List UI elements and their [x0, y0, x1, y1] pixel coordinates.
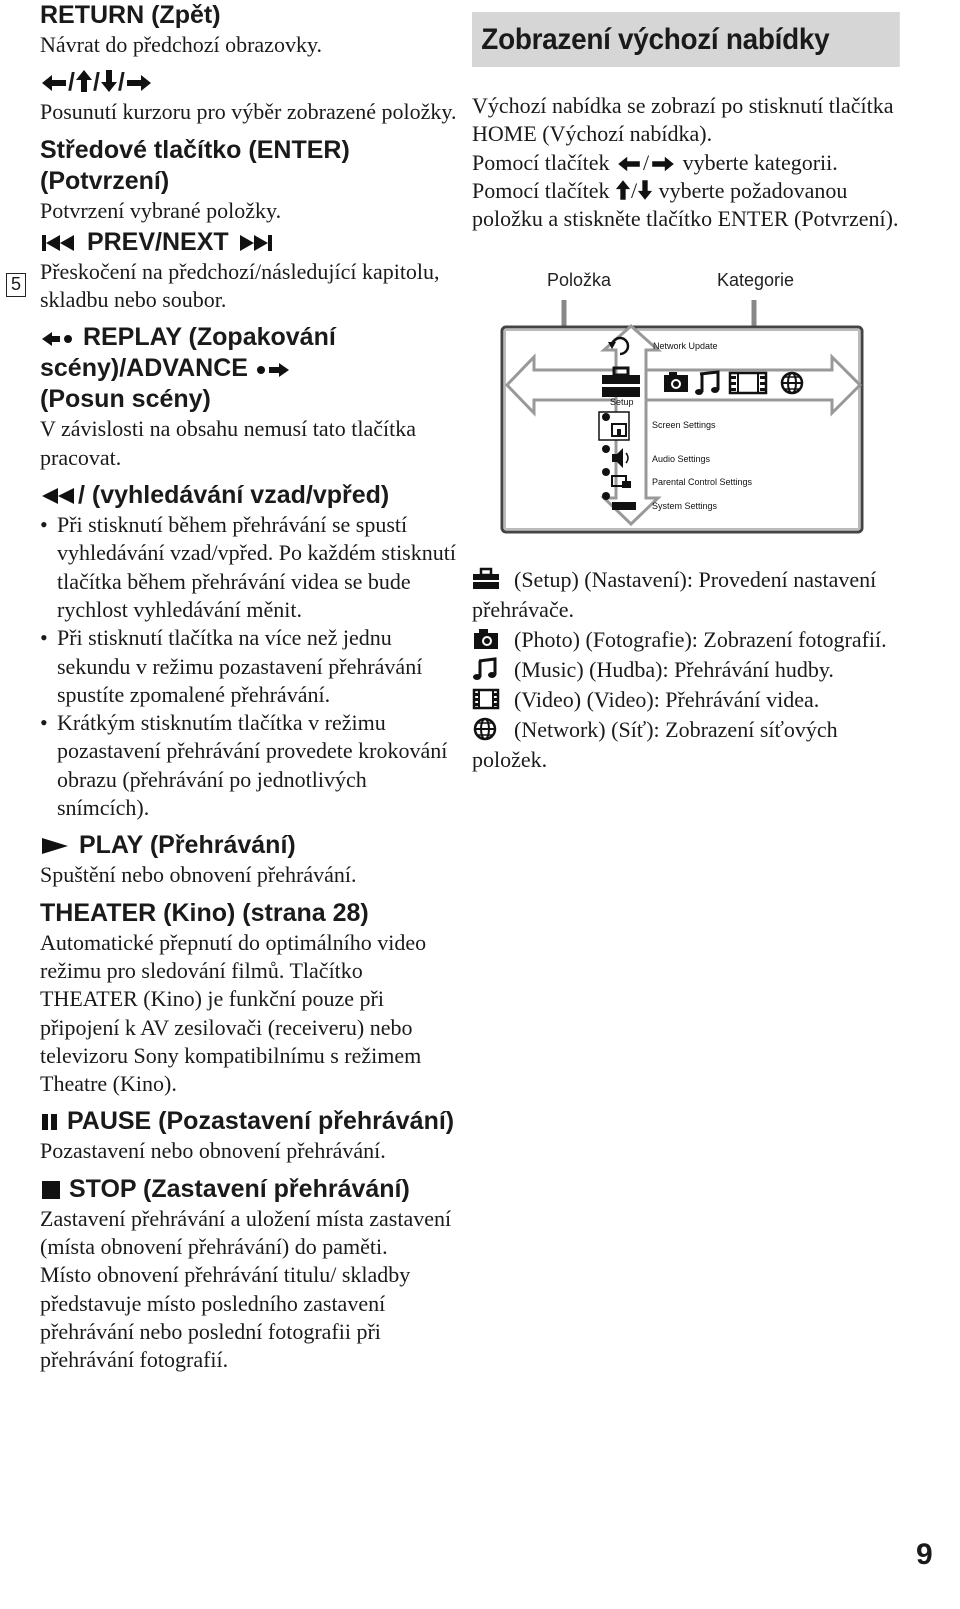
stop-label: STOP (Zastavení přehrávání): [68, 1174, 410, 1203]
search-bullets: [40, 511, 460, 822]
pause-desc: Pozastavení nebo obnovení přehrávání.: [40, 1138, 386, 1164]
category-photo: (Photo) (Fotografie): Zobrazení fotografií.: [472, 625, 912, 655]
intro-3b: vyberte požadovanou položku a stiskněte tlačítko ENTER (Potvrzení).: [472, 177, 899, 232]
prevnext-title: [40, 227, 460, 258]
label-category: Kategorie: [717, 270, 795, 290]
stop-icon: [40, 1180, 62, 1200]
replay-title: [40, 322, 460, 415]
label-item: Položka: [547, 270, 612, 290]
intro-2: Pomocí tlačítek / vyberte kategorii.: [472, 149, 838, 175]
enter-desc: Potvrzení vybrané položky.: [40, 197, 282, 223]
item-system-settings: System Settings: [652, 501, 718, 511]
theater-desc: Automatické přepnutí do optimálního video režimu pro sledování filmů. Tlačítko THEATER (Kino) je funkční pouze při připojení k AV zesilovači (receiveru) nebo televizoru Sony kompatibilnímu s režimem Theatre (Kino).: [40, 929, 427, 1097]
home-menu-illustration: [472, 262, 892, 552]
prev-icon: [40, 233, 80, 253]
play-desc: Spuštění nebo obnovení přehrávání.: [40, 862, 357, 888]
intro-2a: Pomocí tlačítek: [472, 149, 610, 175]
intro-1: Výchozí nabídka se zobrazí po stisknutí tlačítka HOME (Výchozí nabídka).: [472, 93, 894, 147]
arrow-down-icon: [637, 179, 653, 201]
arrow-left-icon: [40, 73, 68, 93]
return-title: RETURN (Zpět): [40, 1, 221, 29]
prevnext-label: PREV/NEXT: [86, 227, 229, 256]
arrow-up-icon: [75, 69, 93, 93]
category-network: (Network) (Síť): Zobrazení síťových položek.: [472, 717, 838, 772]
pause-label: PAUSE (Pozastavení přehrávání): [66, 1107, 455, 1136]
page-number: 9: [916, 1538, 933, 1571]
camera-icon: [664, 372, 688, 392]
pause-icon: [40, 1112, 60, 1132]
search-label: / (vyhledávání vzad/vpřed): [78, 481, 390, 510]
globe-icon: [472, 717, 500, 741]
advance-icon: [255, 361, 291, 379]
next-icon: [236, 233, 276, 253]
theater-title: THEATER (Kino) (strana 28): [40, 898, 369, 927]
category-setup: (Setup) (Nastavení): Provedení nastavení přehrávače.: [472, 567, 877, 622]
search-title: [40, 480, 460, 511]
return-desc: Návrat do předchozí obrazovky.: [40, 32, 323, 57]
prevnext-desc: Přeskočení na předchozí/následující kapitolu, skladbu nebo soubor.: [40, 258, 440, 313]
rewind-icon: [40, 486, 78, 506]
category-music: (Music) (Hudba): Přehrávání hudby.: [472, 655, 912, 685]
right-column: [472, 0, 912, 233]
toolbox-icon: [472, 567, 500, 591]
item-parental-control-settings: Parental Control Settings: [652, 477, 753, 487]
camera-icon: [472, 627, 500, 651]
stop-title: [40, 1174, 460, 1205]
arrows-desc: Posunutí kurzoru pro výběr zobrazené položky.: [40, 99, 457, 125]
music-note-icon: [472, 657, 500, 681]
item-screen-settings: Screen Settings: [652, 420, 716, 430]
replay-label-b: (Posun scény): [40, 385, 211, 414]
left-column: [40, 0, 460, 1375]
arrow-right-icon: [125, 73, 153, 93]
replay-icon: [40, 330, 76, 348]
list-item: • Při stisknutí během přehrávání se spustí vyhledávání vzad/vpřed. Po každém stisknutí tlačítka během přehrávání videa se bude rychlost vyhledávání měnit.: [40, 511, 460, 624]
stop-desc-1: Zastavení přehrávání a uložení místa zastavení (místa obnovení přehrávání) do paměti.: [40, 1205, 452, 1260]
film-icon: [472, 687, 500, 711]
enter-title: Středové tlačítko (ENTER) (Potvrzení): [40, 135, 350, 195]
arrow-up-icon: [615, 179, 631, 201]
home-menu-diagram: [472, 262, 892, 552]
setting-icon-screen: [599, 412, 629, 440]
list-item: • Při stisknutí tlačítka na více než jednu sekundu v režimu pozastavení přehrávání spustíte zpomalené přehrávání.: [40, 624, 460, 709]
pause-title: [40, 1106, 460, 1137]
section-title: Zobrazení výchozí nabídky: [472, 12, 900, 67]
category-video: (Video) (Video): Přehrávání videa.: [472, 685, 912, 715]
play-label: PLAY (Přehrávání): [78, 831, 296, 860]
play-icon: [40, 836, 72, 856]
stop-desc-2: Místo obnovení přehrávání titulu/ skladby představuje místo posledního zastavení přehrávání nebo poslední fotografii při přehrávání fotografií.: [40, 1262, 411, 1373]
intro-3a: Pomocí tlačítek: [472, 177, 610, 203]
arrow-down-icon: [100, 69, 118, 93]
list-item: • Krátkým stisknutím tlačítka v režimu pozastavení přehrávání provedete krokování obrazu (přehrávání po jednotlivých snímcích).: [40, 709, 460, 822]
section-marker: 5: [6, 273, 26, 297]
play-title: [40, 830, 460, 861]
arrow-left-icon: [615, 155, 643, 173]
arrow-right-icon: [649, 155, 677, 173]
arrows-title: / / /: [40, 67, 460, 98]
network-update-label: Network Update: [653, 341, 718, 351]
replay-label: REPLAY (Zopakování scény)/ADVANCE: [40, 323, 336, 383]
replay-desc: V závislosti na obsahu nemusí tato tlačítka pracovat.: [40, 416, 416, 470]
setup-label: Setup: [610, 397, 634, 407]
category-list: [472, 565, 912, 775]
intro-3: Pomocí tlačítek / vyberte požadovanou položku a stiskněte tlačítko ENTER (Potvrzení).: [472, 177, 899, 232]
intro-2b: vyberte kategorii.: [682, 149, 838, 175]
item-audio-settings: Audio Settings: [652, 454, 711, 464]
